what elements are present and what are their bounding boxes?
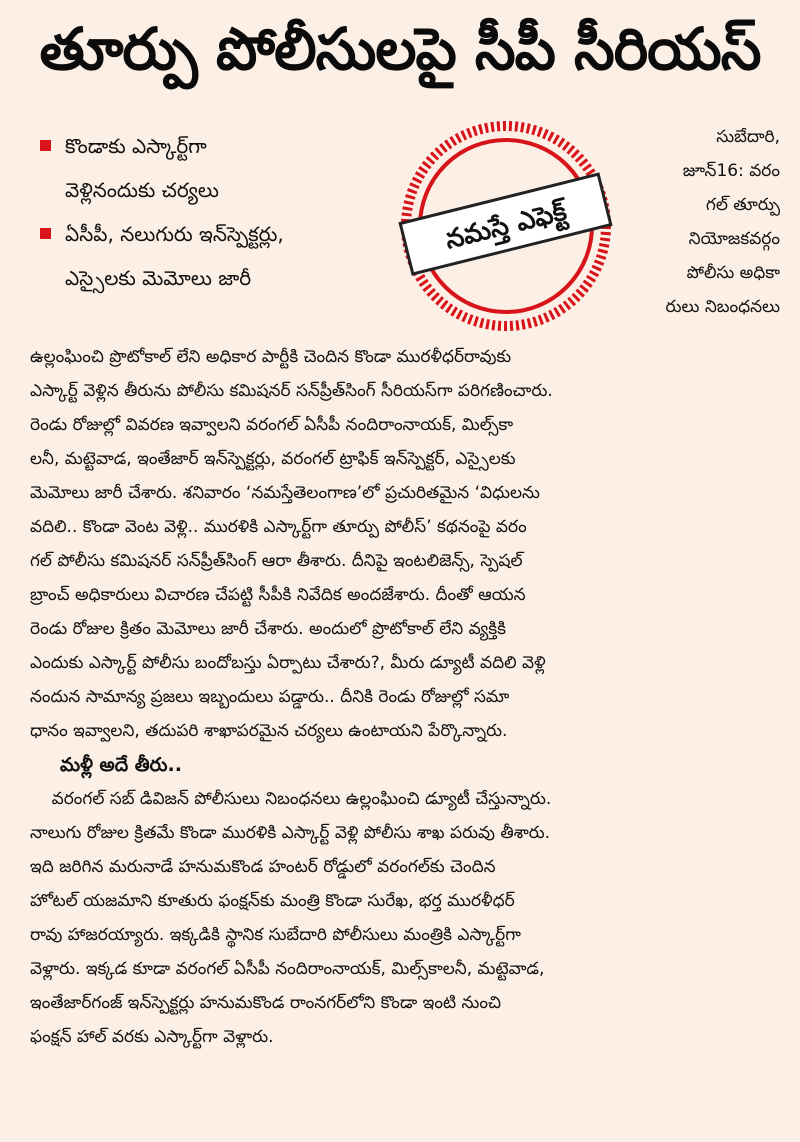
subhead-item [40, 124, 410, 212]
body-line: వదిలి.. కొండా వెంట వెళ్లి.. మురళికి ఎస్కార్ట్‌గా తూర్పు పోలీస్’ కథనంపై వరం [30, 517, 527, 537]
section-line: ఇది జరిగిన మరునాడే హనుమకొండ హంటర్ రోడ్డులో వరంగల్‌కు చెందిన [30, 857, 496, 877]
dateline-line: పోలీసు అధికా [686, 263, 780, 283]
namaste-effect-stamp [396, 116, 616, 336]
subhead-item [40, 212, 410, 300]
subhead-line: కొండాకు ఎస్కార్ట్‌గా [65, 134, 207, 158]
dateline [618, 120, 780, 324]
body-line: ఎందుకు ఎస్కార్ట్ పోలీసు బందోబస్తు ఏర్పాటు చేశారు?, మీరు డ్యూటీ వదిలి వెళ్లి [30, 653, 546, 673]
subhead-line: ఏసీపీ, నలుగురు ఇన్‌స్పెక్టర్లు, [65, 222, 284, 246]
subheads [40, 124, 410, 300]
section-line: ఫంక్షన్ హాల్ వరకు ఎస్కార్ట్‌గా వెళ్లారు. [30, 1027, 274, 1047]
dateline-line: సుబేదారి, [716, 127, 780, 147]
section-line: ఇంతేజార్‌గంజ్ ఇన్‌స్పెక్టర్లు హనుమకొండ రాంనగర్‌లోని కొండా ఇంటి నుంచి [30, 993, 501, 1013]
article-body [30, 340, 780, 1054]
red-square-bullet-icon [40, 140, 51, 151]
body-line: రెండు రోజుల్లో వివరణ ఇవ్వాలని వరంగల్ ఏసీపీ నందిరాంనాయక్, మిల్స్‌కా [30, 415, 514, 435]
dateline-line: గల్ తూర్పు [705, 195, 780, 215]
section-line: వరంగల్ సబ్ డివిజన్ పోలీసులు నిబంధనలు ఉల్లంఘించి డ్యూటీ చేస్తున్నారు. [30, 789, 552, 809]
body-line: మెమోలు జారీ చేశారు. శనివారం ‘నమస్తేతెలంగాణ’లో ప్రచురితమైన ‘విధులను [30, 483, 540, 503]
subhead-line: ఎస్సైలకు మెమోలు జారీ [65, 266, 252, 290]
body-line: బ్రాంచ్ అధికారులు విచారణ చేపట్టి సీపీకి నివేదిక అందజేశారు. దీంతో ఆయన [30, 585, 526, 605]
body-line: లనీ, మట్టెవాడ, ఇంతేజార్ ఇన్‌స్పెక్టర్లు, వరంగల్ ట్రాఫిక్ ఇన్‌స్పెక్టర్, ఎస్సైలకు [30, 449, 516, 469]
dateline-line: జూన్16: వరం [682, 161, 780, 181]
section-line: హోటల్ యజమాని కూతురు ఫంక్షన్‌కు మంత్రి కొండా సురేఖ, భర్త మురళీధర్ [30, 891, 515, 911]
dateline-line: నియోజకవర్గం [688, 229, 780, 249]
body-line: గల్ పోలీసు కమిషనర్ సన్‌ప్రీత్‌సింగ్ ఆరా తీశారు. దీనిపై ఇంటలిజెన్స్, స్పెషల్ [30, 551, 523, 571]
red-square-bullet-icon [40, 228, 51, 239]
body-line: నందున సామాన్య ప్రజలు ఇబ్బందులు పడ్డారు.. దీనికి రెండు రోజుల్లో సమా [30, 687, 510, 707]
body-line: రెండు రోజుల క్రితం మెమోలు జారీ చేశారు. అందులో ప్రొటోకాల్ లేని వ్యక్తికి [30, 619, 507, 639]
section-line: రావు హాజరయ్యారు. ఇక్కడికి స్థానిక సుబేదారి పోలీసులు మంత్రికి ఎస్కార్ట్‌గా [30, 925, 521, 945]
subhead-line: వెళ్లినందుకు చర్యలు [65, 178, 219, 202]
body-line: ఎస్కార్ట్ వెళ్లిన తీరును పోలీసు కమిషనర్ సన్‌ప్రీత్‌సింగ్ సీరియస్‌గా పరిగణించారు. [30, 381, 553, 401]
headline: తూర్పు పోలీసులపై సీపీ సీరియస్ [39, 14, 761, 83]
dateline-line: రులు నిబంధనలు [665, 297, 780, 317]
section-line: వెళ్లారు. ఇక్కడ కూడా వరంగల్ ఏసీపీ నందిరాంనాయక్, మిల్స్‌కాలనీ, మట్టెవాడ, [30, 959, 545, 979]
section-title: మళ్లీ అదే తీరు.. [60, 754, 182, 776]
body-line: ధానం ఇవ్వాలని, తదుపరి శాఖాపరమైన చర్యలు ఉంటాయని పేర్కొన్నారు. [30, 721, 508, 741]
body-line: ఉల్లంఘించి ప్రొటోకాల్ లేని అధికార పార్టీకి చెందిన కొండా మురళీధర్‌రావుకు [30, 347, 512, 367]
section-line: నాలుగు రోజుల క్రితమే కొండా మురళికి ఎస్కార్ట్ వెళ్లి పోలీసు శాఖ పరువు తీశారు. [30, 823, 551, 843]
stamp-text: నమస్తే ఎఫెక్ట్ [442, 196, 570, 256]
